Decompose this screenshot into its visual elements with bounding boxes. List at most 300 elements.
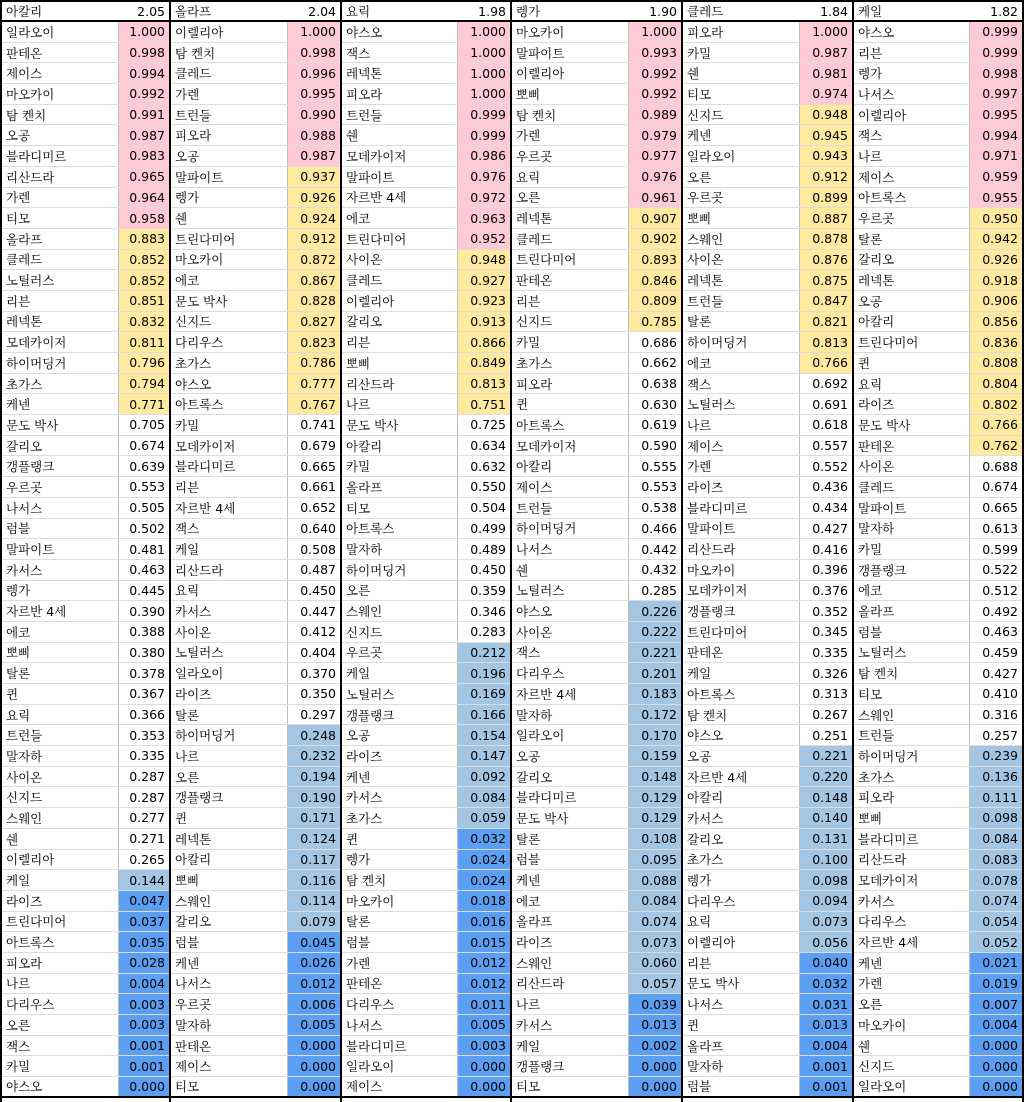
table-row xyxy=(683,560,852,581)
matchup-value: 0.794 xyxy=(119,374,169,394)
opponent-name: 모데카이저 xyxy=(171,436,288,456)
matchup-value: 0.353 xyxy=(129,727,165,743)
table-row xyxy=(854,167,1022,188)
matchup-value: 0.618 xyxy=(812,417,848,433)
matchup-value: 0.849 xyxy=(458,353,510,373)
opponent-name: 나르 xyxy=(854,146,970,166)
matchup-value: 0.918 xyxy=(970,270,1022,290)
opponent-name: 야스오 xyxy=(171,374,288,394)
opponent-name: 피오라 xyxy=(512,374,629,394)
table-row xyxy=(854,994,1022,1015)
opponent-name: 오른 xyxy=(512,188,629,208)
matchup-value: 0.000 xyxy=(629,1056,681,1076)
matchup-value: 0.802 xyxy=(970,394,1022,414)
table-row xyxy=(171,1015,340,1036)
table-row xyxy=(2,456,169,477)
opponent-name: 카서스 xyxy=(342,787,458,807)
matchup-value: 0.481 xyxy=(129,541,165,557)
table-row xyxy=(171,953,340,974)
opponent-name: 잭스 xyxy=(512,643,629,663)
opponent-name: 갈리오 xyxy=(342,312,458,332)
opponent-name: 블라디미르 xyxy=(683,498,800,518)
champion-column xyxy=(0,0,171,1102)
opponent-name: 퀸 xyxy=(342,829,458,849)
opponent-name: 사이온 xyxy=(2,767,119,787)
opponent-name: 뽀삐 xyxy=(683,208,800,228)
table-row xyxy=(683,22,852,43)
table-row xyxy=(2,208,169,229)
matchup-value: 0.092 xyxy=(458,767,510,787)
matchup-value: 0.725 xyxy=(470,417,506,433)
opponent-name: 탐 켄치 xyxy=(2,105,119,125)
opponent-name: 일라오이 xyxy=(512,725,629,745)
opponent-name: 가렌 xyxy=(171,84,288,104)
opponent-name: 신지드 xyxy=(683,105,800,125)
table-row xyxy=(854,870,1022,891)
table-row xyxy=(512,870,681,891)
opponent-name: 라이즈 xyxy=(683,477,800,497)
opponent-name: 올라프 xyxy=(342,477,458,497)
table-row xyxy=(342,560,510,581)
matchup-value: 0.987 xyxy=(119,125,169,145)
table-row xyxy=(854,1015,1022,1036)
matchup-value: 0.952 xyxy=(458,229,510,249)
opponent-name: 나서스 xyxy=(171,974,288,994)
matchup-value: 0.499 xyxy=(470,520,506,536)
opponent-name: 오공 xyxy=(683,746,800,766)
table-row xyxy=(512,808,681,829)
table-row xyxy=(342,870,510,891)
matchup-value: 0.166 xyxy=(458,705,510,725)
matchup-value: 0.989 xyxy=(629,105,681,125)
opponent-name: 하이머딩거 xyxy=(512,519,629,539)
matchup-value: 0.508 xyxy=(300,541,336,557)
opponent-name: 탈론 xyxy=(2,663,119,683)
opponent-name: 문도 박사 xyxy=(683,974,800,994)
opponent-name: 스웨인 xyxy=(342,601,458,621)
matchup-value: 0.813 xyxy=(800,332,852,352)
table-row xyxy=(512,353,681,374)
matchup-value: 0.154 xyxy=(458,725,510,745)
opponent-name: 스웨인 xyxy=(171,891,288,911)
matchup-value: 0.220 xyxy=(800,767,852,787)
table-row xyxy=(2,622,169,643)
matchup-value: 0.159 xyxy=(629,746,681,766)
opponent-name: 리산드라 xyxy=(512,974,629,994)
opponent-name: 갈리오 xyxy=(854,250,970,270)
matchup-value: 0.665 xyxy=(982,500,1018,516)
matchup-value: 0.550 xyxy=(470,479,506,495)
opponent-name: 제이스 xyxy=(683,436,800,456)
opponent-name: 럼블 xyxy=(854,622,970,642)
table-row xyxy=(342,643,510,664)
table-row xyxy=(2,146,169,167)
matchup-value: 0.988 xyxy=(288,125,340,145)
matchup-value: 0.140 xyxy=(800,808,852,828)
table-row xyxy=(171,353,340,374)
table-row xyxy=(512,415,681,436)
matchup-value: 0.638 xyxy=(641,376,677,392)
matchup-value: 0.345 xyxy=(812,624,848,640)
opponent-name: 마오카이 xyxy=(683,560,800,580)
opponent-name: 피오라 xyxy=(854,787,970,807)
matchup-value: 0.117 xyxy=(288,850,340,870)
opponent-name: 럼블 xyxy=(171,932,288,952)
table-row xyxy=(2,912,169,933)
table-row xyxy=(512,725,681,746)
matchup-value: 0.335 xyxy=(812,644,848,660)
matchup-value: 0.350 xyxy=(300,686,336,702)
table-row xyxy=(342,43,510,64)
opponent-name: 하이머딩거 xyxy=(854,746,970,766)
table-row xyxy=(171,643,340,664)
opponent-name: 갱플랭크 xyxy=(171,787,288,807)
table-row xyxy=(683,829,852,850)
matchup-value: 0.913 xyxy=(458,312,510,332)
table-row xyxy=(854,146,1022,167)
matchup-value: 0.828 xyxy=(288,291,340,311)
column-header xyxy=(2,0,169,22)
table-row xyxy=(683,684,852,705)
table-row xyxy=(342,912,510,933)
table-row xyxy=(512,498,681,519)
table-row xyxy=(512,291,681,312)
matchup-value: 0.000 xyxy=(458,1056,510,1076)
table-row xyxy=(683,1015,852,1036)
opponent-name: 뽀삐 xyxy=(2,643,119,663)
opponent-name: 가렌 xyxy=(683,456,800,476)
table-row xyxy=(2,63,169,84)
opponent-name: 가렌 xyxy=(342,953,458,973)
matchup-value: 0.751 xyxy=(458,394,510,414)
matchup-value: 0.001 xyxy=(800,1077,852,1096)
column-header xyxy=(512,0,681,22)
matchup-value: 0.688 xyxy=(982,458,1018,474)
opponent-name: 퀸 xyxy=(683,1015,800,1035)
matchup-value: 0.436 xyxy=(812,479,848,495)
matchup-value: 0.950 xyxy=(970,208,1022,228)
opponent-name: 피오라 xyxy=(171,125,288,145)
opponent-name: 말파이트 xyxy=(854,498,970,518)
opponent-name: 말자하 xyxy=(854,519,970,539)
matchup-value: 0.194 xyxy=(288,767,340,787)
table-row xyxy=(512,994,681,1015)
table-row xyxy=(342,746,510,767)
opponent-name: 요릭 xyxy=(2,705,119,725)
opponent-name: 아칼리 xyxy=(512,456,629,476)
opponent-name: 케일 xyxy=(342,663,458,683)
matchup-value: 0.359 xyxy=(470,582,506,598)
matchup-value: 0.285 xyxy=(641,582,677,598)
opponent-name: 리븐 xyxy=(2,291,119,311)
matchup-value: 0.222 xyxy=(629,622,681,642)
opponent-name: 갈리오 xyxy=(683,829,800,849)
opponent-name: 판테온 xyxy=(683,643,800,663)
opponent-name: 일라오이 xyxy=(2,22,119,42)
matchup-value: 1.000 xyxy=(458,84,510,104)
matchup-value: 0.116 xyxy=(288,870,340,890)
opponent-name: 아트록스 xyxy=(2,932,119,952)
table-row xyxy=(342,519,510,540)
table-row xyxy=(512,312,681,333)
opponent-name: 티모 xyxy=(512,1077,629,1096)
opponent-name: 클레드 xyxy=(171,63,288,83)
table-row xyxy=(342,208,510,229)
matchup-value: 0.040 xyxy=(800,953,852,973)
table-row xyxy=(171,208,340,229)
opponent-name: 오공 xyxy=(2,125,119,145)
table-row xyxy=(683,105,852,126)
opponent-name: 다리우스 xyxy=(683,891,800,911)
matchup-value: 0.000 xyxy=(288,1056,340,1076)
table-row xyxy=(683,891,852,912)
matchup-value: 0.003 xyxy=(119,1015,169,1035)
opponent-name: 아트록스 xyxy=(342,519,458,539)
opponent-name: 초가스 xyxy=(512,353,629,373)
matchup-value: 0.972 xyxy=(458,188,510,208)
opponent-name: 올라프 xyxy=(512,912,629,932)
opponent-name: 잭스 xyxy=(342,43,458,63)
matchup-value: 0.100 xyxy=(800,850,852,870)
table-row xyxy=(854,974,1022,995)
matchup-value: 0.271 xyxy=(129,831,165,847)
matchup-value: 0.977 xyxy=(629,146,681,166)
opponent-name: 탐 켄치 xyxy=(854,663,970,683)
opponent-name: 트린다미어 xyxy=(854,332,970,352)
opponent-name: 리산드라 xyxy=(342,374,458,394)
matchup-value: 0.427 xyxy=(812,520,848,536)
column-header xyxy=(171,0,340,22)
column-score: 2.05 xyxy=(137,3,165,19)
matchup-value: 0.809 xyxy=(629,291,681,311)
matchup-value: 0.450 xyxy=(300,582,336,598)
matchup-value: 0.846 xyxy=(629,270,681,290)
matchup-value: 0.502 xyxy=(129,520,165,536)
matchup-value: 0.851 xyxy=(119,291,169,311)
matchup-value: 0.866 xyxy=(458,332,510,352)
table-row xyxy=(171,84,340,105)
opponent-name: 피오라 xyxy=(683,22,800,42)
opponent-name: 갱플랭크 xyxy=(683,601,800,621)
opponent-name: 블라디미르 xyxy=(512,787,629,807)
table-row xyxy=(512,477,681,498)
opponent-name: 잭스 xyxy=(2,1036,119,1056)
opponent-name: 말파이트 xyxy=(342,167,458,187)
opponent-name: 오른 xyxy=(854,994,970,1014)
opponent-name: 에코 xyxy=(854,581,970,601)
table-row xyxy=(171,539,340,560)
opponent-name: 제이스 xyxy=(512,477,629,497)
opponent-name: 초가스 xyxy=(342,808,458,828)
table-row xyxy=(512,188,681,209)
opponent-name: 말파이트 xyxy=(683,519,800,539)
opponent-name: 문도 박사 xyxy=(2,415,119,435)
table-row xyxy=(854,829,1022,850)
matchup-value: 0.226 xyxy=(629,601,681,621)
matchup-value: 0.004 xyxy=(119,974,169,994)
table-row xyxy=(854,394,1022,415)
table-row xyxy=(854,1077,1022,1098)
table-row xyxy=(171,43,340,64)
opponent-name: 다리우스 xyxy=(512,663,629,683)
table-row xyxy=(683,746,852,767)
table-row xyxy=(854,291,1022,312)
opponent-name: 문도 박사 xyxy=(171,291,288,311)
matchup-value: 0.032 xyxy=(800,974,852,994)
table-row xyxy=(512,953,681,974)
opponent-name: 카밀 xyxy=(683,43,800,63)
table-row xyxy=(683,250,852,271)
matchup-value: 0.974 xyxy=(800,84,852,104)
opponent-name: 나서스 xyxy=(854,84,970,104)
table-row xyxy=(171,705,340,726)
opponent-name: 신지드 xyxy=(2,787,119,807)
table-row xyxy=(683,84,852,105)
opponent-name: 피오라 xyxy=(342,84,458,104)
table-row xyxy=(171,912,340,933)
matchup-value: 0.992 xyxy=(629,84,681,104)
table-row xyxy=(171,250,340,271)
opponent-name: 모데카이저 xyxy=(2,332,119,352)
matchup-value: 0.297 xyxy=(300,707,336,723)
opponent-name: 리산드라 xyxy=(2,167,119,187)
champion-column xyxy=(171,0,342,1102)
column-header xyxy=(342,0,510,22)
opponent-name: 아트록스 xyxy=(512,415,629,435)
table-row xyxy=(854,229,1022,250)
opponent-name: 쉔 xyxy=(2,829,119,849)
matchup-value: 0.054 xyxy=(970,912,1022,932)
matchup-value: 0.705 xyxy=(129,417,165,433)
table-row xyxy=(2,436,169,457)
table-row xyxy=(342,932,510,953)
table-row xyxy=(342,974,510,995)
table-row xyxy=(171,374,340,395)
matchup-value: 0.114 xyxy=(288,891,340,911)
table-row xyxy=(171,436,340,457)
opponent-name: 가렌 xyxy=(512,125,629,145)
opponent-name: 우르곳 xyxy=(171,994,288,1014)
matchup-value: 0.463 xyxy=(129,562,165,578)
table-row xyxy=(683,1056,852,1077)
table-row xyxy=(342,146,510,167)
matchup-value: 0.463 xyxy=(982,624,1018,640)
matchup-value: 0.981 xyxy=(800,63,852,83)
opponent-name: 사이온 xyxy=(171,622,288,642)
opponent-name: 라이즈 xyxy=(171,684,288,704)
matchup-value: 0.427 xyxy=(982,665,1018,681)
table-row xyxy=(683,436,852,457)
opponent-name: 나서스 xyxy=(2,498,119,518)
matchup-value: 1.000 xyxy=(288,22,340,42)
table-row xyxy=(683,477,852,498)
opponent-name: 아트록스 xyxy=(171,394,288,414)
table-row xyxy=(2,1077,169,1098)
opponent-name: 판테온 xyxy=(171,1036,288,1056)
table-row xyxy=(342,250,510,271)
matchup-value: 0.557 xyxy=(812,438,848,454)
table-row xyxy=(2,601,169,622)
opponent-name: 하이머딩거 xyxy=(171,725,288,745)
table-row xyxy=(171,270,340,291)
column-champion-name: 요릭 xyxy=(346,4,371,19)
table-row xyxy=(342,725,510,746)
table-row xyxy=(854,891,1022,912)
column-champion-name: 케일 xyxy=(858,4,883,19)
table-row xyxy=(171,312,340,333)
matchup-value: 0.450 xyxy=(470,562,506,578)
matchup-value: 0.346 xyxy=(470,603,506,619)
matchup-value: 0.998 xyxy=(970,63,1022,83)
opponent-name: 뽀삐 xyxy=(342,353,458,373)
opponent-name: 나르 xyxy=(683,415,800,435)
opponent-name: 탐 켄치 xyxy=(512,105,629,125)
matchup-value: 0.963 xyxy=(458,208,510,228)
table-row xyxy=(512,43,681,64)
opponent-name: 레넥톤 xyxy=(171,829,288,849)
matchup-value: 0.948 xyxy=(800,105,852,125)
matchup-value: 0.434 xyxy=(812,500,848,516)
opponent-name: 에코 xyxy=(683,353,800,373)
opponent-name: 초가스 xyxy=(854,767,970,787)
opponent-name: 신지드 xyxy=(512,312,629,332)
matchup-value: 0.538 xyxy=(641,500,677,516)
matchup-value: 0.060 xyxy=(629,953,681,973)
opponent-name: 문도 박사 xyxy=(342,415,458,435)
matchup-value: 0.032 xyxy=(458,829,510,849)
table-row xyxy=(683,125,852,146)
opponent-name: 탐 켄치 xyxy=(342,870,458,890)
table-row xyxy=(2,167,169,188)
matchup-value: 0.522 xyxy=(982,562,1018,578)
table-row xyxy=(854,622,1022,643)
table-row xyxy=(854,188,1022,209)
matchup-value: 0.986 xyxy=(458,146,510,166)
matchup-value: 0.992 xyxy=(119,84,169,104)
opponent-name: 다리우스 xyxy=(854,912,970,932)
table-row xyxy=(171,22,340,43)
table-row xyxy=(342,622,510,643)
opponent-name: 판테온 xyxy=(854,436,970,456)
table-row xyxy=(854,22,1022,43)
table-row xyxy=(854,787,1022,808)
matchup-value: 0.108 xyxy=(629,829,681,849)
matchup-value: 0.056 xyxy=(800,932,852,952)
opponent-name: 리븐 xyxy=(171,477,288,497)
table-row xyxy=(171,994,340,1015)
matchup-value: 0.998 xyxy=(288,43,340,63)
table-row xyxy=(683,953,852,974)
opponent-name: 제이스 xyxy=(342,1077,458,1096)
matchup-value: 0.999 xyxy=(458,105,510,125)
table-row xyxy=(683,519,852,540)
table-row xyxy=(512,436,681,457)
opponent-name: 신지드 xyxy=(171,312,288,332)
table-row xyxy=(683,374,852,395)
opponent-name: 클레드 xyxy=(512,229,629,249)
opponent-name: 오공 xyxy=(512,746,629,766)
opponent-name: 케넨 xyxy=(854,953,970,973)
matchup-value: 0.852 xyxy=(119,270,169,290)
opponent-name: 카서스 xyxy=(683,808,800,828)
opponent-name: 럼블 xyxy=(683,1077,800,1096)
matchup-value: 0.599 xyxy=(982,541,1018,557)
table-row xyxy=(683,705,852,726)
opponent-name: 이렐리아 xyxy=(854,105,970,125)
table-row xyxy=(512,22,681,43)
matchup-value: 0.004 xyxy=(800,1036,852,1056)
matchup-value: 0.283 xyxy=(470,624,506,640)
